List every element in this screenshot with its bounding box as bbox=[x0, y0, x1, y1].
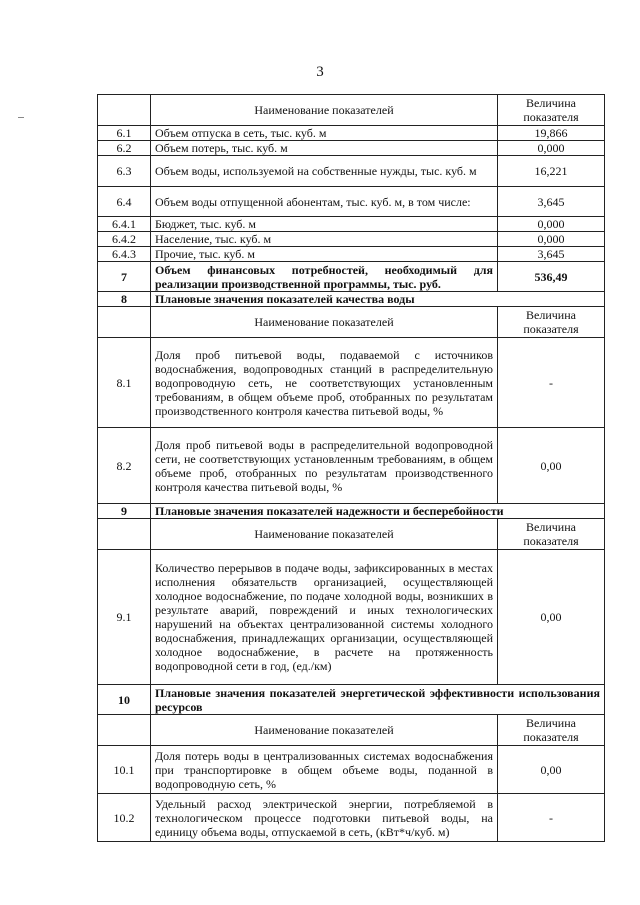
table-row bbox=[98, 262, 605, 292]
header-value-cell: Величина показателя bbox=[498, 307, 605, 338]
header-value-cell: Величина показателя bbox=[498, 519, 605, 550]
table-row bbox=[98, 338, 605, 428]
row-value: 19,866 bbox=[498, 126, 605, 141]
table-row bbox=[98, 217, 605, 232]
table-header-row bbox=[98, 715, 605, 746]
section-row bbox=[98, 504, 605, 519]
row-description: Объем воды, используемой на собственные нужды, тыс. куб. м bbox=[151, 156, 498, 187]
row-value: 536,49 bbox=[498, 262, 605, 292]
row-value: - bbox=[498, 338, 605, 428]
row-description: Объем воды отпущенной абонентам, тыс. куб. м, в том числе: bbox=[151, 187, 498, 217]
header-name-cell: Наименование показателей bbox=[151, 307, 498, 338]
row-number: 8.2 bbox=[98, 428, 151, 504]
header-name-cell: Наименование показателей bbox=[151, 95, 498, 126]
table-row bbox=[98, 746, 605, 794]
section-number: 9 bbox=[98, 504, 151, 519]
row-description: Удельный расход электрической энергии, потребляемой в технологическом процессе подготовки питьевой воды, на единицу объема воды, отпускаемой в сеть, (кВт*ч/куб. м) bbox=[151, 794, 498, 842]
row-description: Прочие, тыс. куб. м bbox=[151, 247, 498, 262]
row-description: Объем потерь, тыс. куб. м bbox=[151, 141, 498, 156]
table-header-row bbox=[98, 307, 605, 338]
row-number: 9.1 bbox=[98, 550, 151, 685]
row-value: 3,645 bbox=[498, 187, 605, 217]
page-number: 3 bbox=[316, 64, 324, 80]
row-description: Объем финансовых потребностей, необходимый для реализации производственной программы, тыс. руб. bbox=[151, 262, 498, 292]
table-row bbox=[98, 232, 605, 247]
row-value: 0,000 bbox=[498, 232, 605, 247]
table-row bbox=[98, 550, 605, 685]
header-num-cell bbox=[98, 95, 151, 126]
row-number: 6.4 bbox=[98, 187, 151, 217]
indicators-table bbox=[97, 94, 605, 842]
section-title: Плановые значения показателей надежности и бесперебойности bbox=[151, 504, 605, 519]
row-number: 10.1 bbox=[98, 746, 151, 794]
section-number: 10 bbox=[98, 685, 151, 715]
row-value: 0,000 bbox=[498, 141, 605, 156]
table-row bbox=[98, 428, 605, 504]
row-value: 3,645 bbox=[498, 247, 605, 262]
section-title: Плановые значения показателей энергетической эффективности использования ресурсов bbox=[151, 685, 605, 715]
table-row bbox=[98, 141, 605, 156]
section-number: 8 bbox=[98, 292, 151, 307]
row-description: Доля проб питьевой воды в распределительной водопроводной сети, не соответствующих установленным требованиям, в общем объеме проб, отобранных по результатам производственного контроля качества питьевой воды, % bbox=[151, 428, 498, 504]
row-description: Доля потерь воды в централизованных системах водоснабжения при транспортировке в общем объеме воды, поданной в водопроводную сеть, % bbox=[151, 746, 498, 794]
section-title: Плановые значения показателей качества воды bbox=[151, 292, 605, 307]
row-value: 0,00 bbox=[498, 746, 605, 794]
row-value: 16,221 bbox=[498, 156, 605, 187]
header-name-cell: Наименование показателей bbox=[151, 715, 498, 746]
margin-mark bbox=[18, 117, 24, 118]
row-number: 6.1 bbox=[98, 126, 151, 141]
header-value-cell: Величина показателя bbox=[498, 715, 605, 746]
table-row bbox=[98, 794, 605, 842]
table-row bbox=[98, 187, 605, 217]
header-num-cell bbox=[98, 715, 151, 746]
row-description: Доля проб питьевой воды, подаваемой с источников водоснабжения, водопроводных станций в распределительную водопроводную сеть, не соответствующих установленным требованиям, в общем объеме проб, отобранных по результатам производственного контроля качества питьевой воды, % bbox=[151, 338, 498, 428]
row-number: 10.2 bbox=[98, 794, 151, 842]
row-number: 6.2 bbox=[98, 141, 151, 156]
row-number: 6.4.1 bbox=[98, 217, 151, 232]
header-value-cell: Величина показателя bbox=[498, 95, 605, 126]
header-num-cell bbox=[98, 519, 151, 550]
row-description: Объем отпуска в сеть, тыс. куб. м bbox=[151, 126, 498, 141]
table-row bbox=[98, 247, 605, 262]
row-description: Количество перерывов в подаче воды, зафиксированных в местах исполнения обязательств организацией, осуществляющей холодное водоснабжение, по подаче холодной воды, возникших в результате аварий, повреждений и иных технологических нарушений на объектах централизованной системы холодного водоснабжения, принадлежащих организации, осуществляющей холодное водоснабжение, в расчете на протяженность водопроводной сети в год, (ед./км) bbox=[151, 550, 498, 685]
section-row bbox=[98, 292, 605, 307]
row-description: Бюджет, тыс. куб. м bbox=[151, 217, 498, 232]
header-num-cell bbox=[98, 307, 151, 338]
row-number: 6.3 bbox=[98, 156, 151, 187]
header-name-cell: Наименование показателей bbox=[151, 519, 498, 550]
row-value: 0,000 bbox=[498, 217, 605, 232]
row-value: 0,00 bbox=[498, 428, 605, 504]
row-number: 6.4.3 bbox=[98, 247, 151, 262]
row-value: 0,00 bbox=[498, 550, 605, 685]
row-value: - bbox=[498, 794, 605, 842]
row-number: 6.4.2 bbox=[98, 232, 151, 247]
table-row bbox=[98, 126, 605, 141]
table-row bbox=[98, 156, 605, 187]
table-header-row bbox=[98, 519, 605, 550]
row-number: 8.1 bbox=[98, 338, 151, 428]
row-description: Население, тыс. куб. м bbox=[151, 232, 498, 247]
section-row bbox=[98, 685, 605, 715]
table-header-row bbox=[98, 95, 605, 126]
row-number: 7 bbox=[98, 262, 151, 292]
